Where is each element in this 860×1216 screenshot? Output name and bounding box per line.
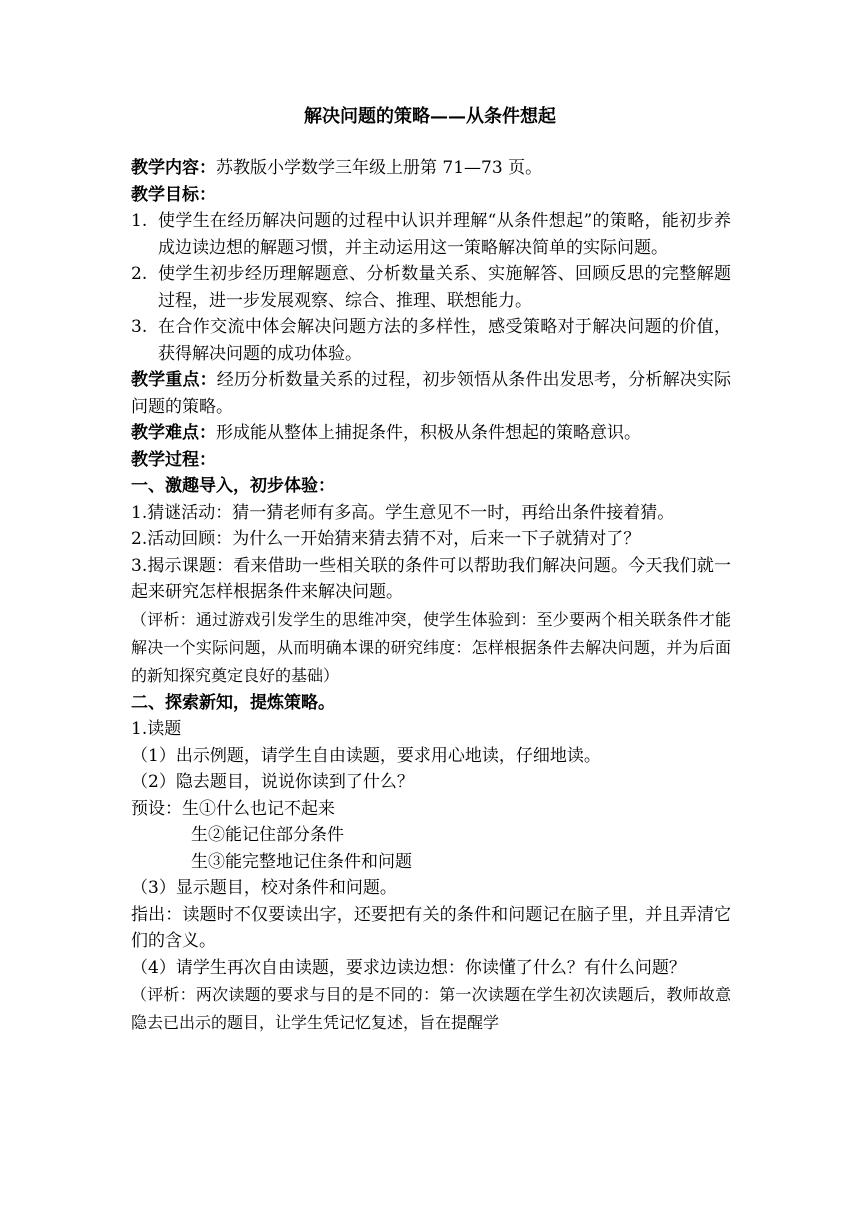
section-1-title: 一、激趣导入，初步体验：	[131, 476, 335, 496]
preset-label: 预设：	[131, 798, 182, 819]
goal-text: 使学生初步经历理解题意、分析数量关系、实施解答、回顾反思的完整解题过程，进一步发展观察、综合、推理、联想能力。	[158, 264, 731, 311]
teaching-goals-label: 教学目标：	[131, 184, 216, 205]
goal-number: 3.	[131, 317, 148, 337]
section-2-step: （4）请学生再次自由读题，要求边读边想：你读懂了什么？有什么问题？	[131, 957, 686, 978]
goal-item	[131, 208, 731, 261]
goal-number: 1.	[131, 211, 148, 231]
section-2-step: （3）显示题目，校对条件和问题。	[131, 878, 397, 898]
teaching-key-point	[131, 367, 731, 420]
section-2-title: 二、探索新知，提炼策略。	[131, 692, 335, 713]
teaching-content	[131, 155, 731, 182]
preset-item: 生②能记住部分条件	[191, 825, 344, 845]
comment-2: （评析：两次读题的要求与目的是不同的：第一次读题在学生初次读题后，教师故意隐去已出示的题目，让学生凭记忆复述，旨在提醒学	[131, 985, 731, 1032]
key-point-label: 教学重点：	[131, 370, 217, 390]
teaching-process-label: 教学过程：	[131, 449, 216, 470]
goal-text: 使学生在经历解决问题的过程中认识并理解“从条件想起”的策略，能初步养成边读边想的解题习惯，并主动运用这一策略解决简单的实际问题。	[158, 211, 731, 258]
preset-line	[131, 796, 731, 823]
section-1-item: 2.活动回顾：为什么一开始猜来猜去猜不对，后来一下子就猜对了？	[131, 529, 641, 549]
section-2-step: （1）出示例题，请学生自由读题，要求用心地读，仔细地读。	[131, 745, 601, 766]
section-2-step: （2）隐去题目，说说你读到了什么？	[131, 772, 414, 792]
difficulty-label: 教学难点：	[131, 423, 216, 443]
document-title: 解决问题的策略——从条件想起	[304, 106, 556, 127]
goal-item	[131, 314, 731, 367]
teaching-difficulty	[131, 420, 731, 447]
goal-item	[131, 261, 731, 314]
goal-text: 在合作交流中体会解决问题方法的多样性，感受策略对于解决问题的价值，获得解决问题的成功体验。	[158, 317, 731, 364]
difficulty-text: 形成能从整体上捕捉条件，积极从条件想起的策略意识。	[216, 423, 641, 443]
goal-number: 2.	[131, 264, 148, 284]
section-1-item: 1.猜谜活动：猜一猜老师有多高。学生意见不一时，再给出条件接着猜。	[131, 502, 675, 523]
teaching-content-label: 教学内容：	[131, 158, 216, 178]
teaching-content-text: 苏教版小学数学三年级上册第 71—73 页。	[216, 158, 543, 178]
preset-item: 生①什么也记不起来	[182, 798, 335, 819]
section-2-read: 1.读题	[131, 719, 182, 739]
key-point-text: 经历分析数量关系的过程，初步领悟从条件出发思考，分析解决实际问题的策略。	[131, 370, 732, 417]
document-body	[131, 155, 731, 1037]
section-1-item: 3.揭示课题：看来借助一些相关联的条件可以帮助我们解决问题。今天我们就一起来研究怎样根据条件来解决问题。	[131, 555, 731, 602]
point-out: 指出：读题时不仅要读出字，还要把有关的条件和问题记在脑子里，并且弄清它们的含义。	[131, 904, 731, 951]
comment-1: （评析：通过游戏引发学生的思维冲突，使学生体验到：至少要两个相关联条件才能解决一个实际问题，从而明确本课的研究纬度：怎样根据条件去解决问题，并为后面的新知探究奠定良好的基础）	[131, 609, 731, 685]
preset-item: 生③能完整地记住条件和问题	[191, 851, 412, 872]
